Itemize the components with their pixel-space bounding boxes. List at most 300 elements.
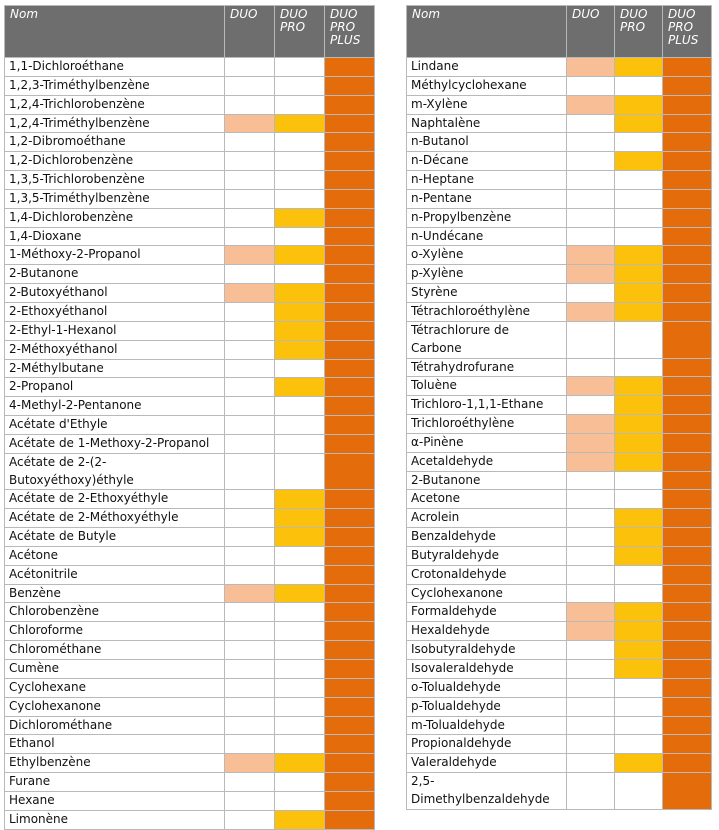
duo-cell <box>567 284 615 303</box>
compound-name <box>407 415 567 434</box>
duo-pro-cell <box>275 565 325 584</box>
duo-cell <box>225 76 275 95</box>
table-row <box>5 660 375 679</box>
duo-cell <box>225 95 275 114</box>
table-row <box>407 415 712 434</box>
compound-name <box>407 377 567 396</box>
compound-name <box>407 490 567 509</box>
compound-name <box>407 641 567 660</box>
table-row <box>5 397 375 416</box>
duo-cell <box>225 641 275 660</box>
duo-pro-plus-cell <box>325 584 375 603</box>
duo-pro-plus-cell <box>663 565 712 584</box>
compound-name-text: n-Undécane <box>411 228 484 243</box>
duo-cell <box>567 152 615 171</box>
compound-name-text: Toluène <box>411 378 457 393</box>
duo-cell <box>567 358 615 377</box>
table-row <box>5 434 375 453</box>
duo-pro-plus-cell <box>663 284 712 303</box>
duo-cell <box>225 378 275 397</box>
compound-name-text: Tétrahydrofurane <box>411 359 515 374</box>
duo-pro-cell <box>615 358 663 377</box>
compound-name <box>407 58 567 77</box>
duo-cell <box>225 453 275 490</box>
compound-name <box>5 565 225 584</box>
duo-cell <box>225 697 275 716</box>
duo-pro-cell <box>275 95 325 114</box>
duo-pro-cell <box>615 678 663 697</box>
compound-name-text: 4-Methyl-2-Pentanone <box>9 398 142 413</box>
duo-pro-cell <box>615 321 663 358</box>
duo-pro-cell <box>275 76 325 95</box>
compound-name <box>5 490 225 509</box>
duo-pro-plus-cell <box>325 716 375 735</box>
duo-pro-plus-cell <box>325 397 375 416</box>
duo-pro-plus-cell <box>325 265 375 284</box>
table-row <box>407 189 712 208</box>
duo-cell <box>567 377 615 396</box>
compound-name-text: 1,2,4-Trichlorobenzène <box>9 96 145 111</box>
duo-pro-cell <box>275 603 325 622</box>
compound-name <box>407 735 567 754</box>
duo-pro-cell <box>275 340 325 359</box>
duo-pro-cell <box>275 622 325 641</box>
compound-name-text: Acétate de Butyle <box>9 529 117 544</box>
compound-name-text: 2-Butanone <box>9 266 79 281</box>
duo-pro-plus-cell <box>325 603 375 622</box>
compound-name <box>5 622 225 641</box>
compound-name <box>5 302 225 321</box>
compound-name <box>407 509 567 528</box>
compound-name-text: Crotonaldehyde <box>411 566 507 581</box>
duo-cell <box>567 565 615 584</box>
compound-name <box>5 208 225 227</box>
duo-pro-cell <box>275 697 325 716</box>
compound-name-text: Furane <box>9 774 51 789</box>
duo-cell <box>225 265 275 284</box>
compound-name-text: 2-Ethyl-1-Hexanol <box>9 322 117 337</box>
table-row <box>407 76 712 95</box>
duo-cell <box>225 565 275 584</box>
table-row <box>5 152 375 171</box>
table-row <box>5 546 375 565</box>
table-row <box>407 246 712 265</box>
duo-cell <box>225 773 275 792</box>
duo-pro-plus-cell <box>325 95 375 114</box>
duo-pro-plus-cell <box>325 340 375 359</box>
table-row <box>5 302 375 321</box>
duo-pro-cell <box>275 810 325 829</box>
compound-name <box>5 434 225 453</box>
duo-pro-cell <box>615 246 663 265</box>
duo-pro-cell <box>615 697 663 716</box>
compound-name <box>5 453 225 490</box>
duo-pro-plus-cell <box>325 378 375 397</box>
duo-pro-plus-cell <box>325 546 375 565</box>
compound-name-text: 1,1-Dichloroéthane <box>9 59 124 73</box>
compound-name-text: Acétate d'Ethyle <box>9 417 108 432</box>
table-row <box>407 58 712 77</box>
duo-pro-cell <box>275 171 325 190</box>
compound-name-text: Acetaldehyde <box>411 453 494 468</box>
duo-pro-cell <box>275 754 325 773</box>
compound-name <box>5 114 225 133</box>
duo-pro-plus-cell <box>663 490 712 509</box>
compound-name <box>5 716 225 735</box>
compound-name-text: 2-Butoxyéthanol <box>9 285 108 300</box>
compound-name-text: 2-Méthylbutane <box>9 360 104 375</box>
compound-name-text: 2-Propanol <box>9 379 74 394</box>
compound-name-text: Cumène <box>9 661 60 675</box>
compound-name-text: α-Pinène <box>411 434 464 449</box>
table-row <box>407 509 712 528</box>
duo-pro-cell <box>615 735 663 754</box>
column-header-duo-pro: DUO PRO <box>615 6 663 58</box>
duo-pro-plus-cell <box>325 416 375 435</box>
duo-pro-plus-cell <box>325 754 375 773</box>
compound-name-text: 1,2,4-Triméthylbenzène <box>9 115 150 130</box>
table-row <box>5 509 375 528</box>
duo-pro-plus-cell <box>663 641 712 660</box>
compound-name <box>5 773 225 792</box>
compound-name-text: 1-Méthoxy-2-Propanol <box>9 247 141 262</box>
compound-name <box>407 565 567 584</box>
duo-pro-plus-cell <box>663 76 712 95</box>
duo-pro-cell <box>275 397 325 416</box>
compound-name <box>5 641 225 660</box>
duo-cell <box>225 660 275 679</box>
compound-name <box>407 716 567 735</box>
table-row <box>407 265 712 284</box>
compound-name <box>5 95 225 114</box>
duo-cell <box>225 546 275 565</box>
duo-pro-plus-cell <box>325 114 375 133</box>
duo-pro-plus-cell <box>663 95 712 114</box>
column-header-name: Nom <box>5 6 225 58</box>
compound-name-text: 1,3,5-Trichlorobenzène <box>9 172 145 187</box>
duo-pro-plus-cell <box>325 697 375 716</box>
duo-pro-plus-cell <box>325 302 375 321</box>
table-row <box>407 433 712 452</box>
duo-pro-plus-cell <box>663 697 712 716</box>
table-row <box>5 791 375 810</box>
table-row <box>5 133 375 152</box>
table-row <box>407 716 712 735</box>
duo-cell <box>225 509 275 528</box>
compound-name-text: 1,3,5-Triméthylbenzène <box>9 190 150 205</box>
duo-pro-cell <box>275 152 325 171</box>
compound-name <box>407 452 567 471</box>
compound-name <box>5 227 225 246</box>
duo-pro-plus-cell <box>325 133 375 152</box>
compound-name-text: Valeraldehyde <box>411 755 497 770</box>
duo-pro-plus-cell <box>663 603 712 622</box>
column-header-duo-pro: DUO PRO <box>275 6 325 58</box>
duo-pro-plus-cell <box>663 622 712 641</box>
duo-cell <box>567 584 615 603</box>
duo-pro-cell <box>615 114 663 133</box>
compound-name-text: o-Xylène <box>411 247 464 262</box>
duo-pro-cell <box>275 528 325 547</box>
duo-pro-cell <box>275 359 325 378</box>
duo-pro-cell <box>275 265 325 284</box>
duo-pro-cell <box>615 152 663 171</box>
table-row <box>407 95 712 114</box>
compound-name <box>407 133 567 152</box>
compound-name-text: Cyclohexanone <box>9 698 101 713</box>
compound-name-text: Acetone <box>411 491 461 506</box>
compound-name-text: n-Heptane <box>411 172 475 187</box>
compound-name <box>407 528 567 547</box>
duo-pro-plus-cell <box>325 660 375 679</box>
table-row <box>5 321 375 340</box>
duo-pro-plus-cell <box>663 433 712 452</box>
compound-name-text: 2-Ethoxyéthanol <box>9 303 108 318</box>
duo-pro-cell <box>615 471 663 490</box>
table-row <box>407 321 712 358</box>
duo-pro-cell <box>615 452 663 471</box>
compound-name <box>407 95 567 114</box>
table-row <box>5 754 375 773</box>
duo-cell <box>567 452 615 471</box>
duo-pro-plus-cell <box>325 359 375 378</box>
duo-pro-plus-cell <box>325 246 375 265</box>
compound-name <box>5 378 225 397</box>
table-row <box>5 58 375 77</box>
compound-name-text: 1,2-Dibromoéthane <box>9 134 126 149</box>
compatibility-table-left <box>4 5 375 830</box>
duo-cell <box>225 754 275 773</box>
duo-pro-cell <box>615 58 663 77</box>
duo-cell <box>225 133 275 152</box>
duo-pro-cell <box>275 227 325 246</box>
duo-cell <box>225 416 275 435</box>
compound-name-text: Tétrachlorure de Carbone <box>411 322 509 355</box>
duo-cell <box>567 697 615 716</box>
duo-pro-cell <box>615 603 663 622</box>
compound-name-text: Hexane <box>9 792 55 807</box>
compound-name-text: Lindane <box>411 59 459 73</box>
duo-pro-plus-cell <box>663 246 712 265</box>
table-header-row <box>5 6 375 58</box>
column-header-duo: DUO <box>567 6 615 58</box>
compound-name-text: n-Butanol <box>411 134 469 149</box>
duo-pro-plus-cell <box>325 509 375 528</box>
duo-pro-plus-cell <box>663 528 712 547</box>
table-row <box>5 697 375 716</box>
compound-name <box>5 340 225 359</box>
compound-name <box>407 284 567 303</box>
compound-name-text: o-Tolualdehyde <box>411 679 501 694</box>
duo-cell <box>225 716 275 735</box>
duo-pro-cell <box>275 378 325 397</box>
duo-cell <box>225 490 275 509</box>
compound-name-text: Isovaleraldehyde <box>411 661 514 675</box>
duo-pro-cell <box>615 302 663 321</box>
compound-name <box>5 509 225 528</box>
column-header-name: Nom <box>407 6 567 58</box>
compound-name <box>407 246 567 265</box>
duo-pro-cell <box>615 76 663 95</box>
compound-name <box>5 58 225 77</box>
duo-cell <box>567 189 615 208</box>
duo-cell <box>225 171 275 190</box>
compound-name <box>5 546 225 565</box>
duo-cell <box>225 735 275 754</box>
compound-name <box>5 660 225 679</box>
table-row <box>5 773 375 792</box>
duo-pro-plus-cell <box>663 678 712 697</box>
compound-name <box>5 321 225 340</box>
compound-name <box>407 584 567 603</box>
table-row <box>5 810 375 829</box>
duo-cell <box>225 227 275 246</box>
table-row <box>5 584 375 603</box>
duo-cell <box>567 660 615 679</box>
duo-pro-plus-cell <box>663 302 712 321</box>
compound-name-text: Acrolein <box>411 510 460 525</box>
compound-name <box>5 133 225 152</box>
duo-pro-cell <box>275 584 325 603</box>
compound-name <box>5 265 225 284</box>
table-row <box>5 189 375 208</box>
duo-pro-cell <box>615 660 663 679</box>
duo-pro-cell <box>615 622 663 641</box>
compound-name-text: Cyclohexane <box>9 679 86 694</box>
duo-cell <box>567 433 615 452</box>
duo-pro-plus-cell <box>663 452 712 471</box>
column-header-duo: DUO <box>225 6 275 58</box>
column-header-duo-pro-plus: DUO PRO PLUS <box>663 6 712 58</box>
compound-name-text: Isobutyraldehyde <box>411 642 516 657</box>
table-row <box>5 603 375 622</box>
duo-pro-cell <box>275 208 325 227</box>
duo-pro-plus-cell <box>325 321 375 340</box>
table-row <box>407 377 712 396</box>
duo-pro-plus-cell <box>663 546 712 565</box>
table-row <box>5 284 375 303</box>
table-row <box>5 265 375 284</box>
table-row <box>5 246 375 265</box>
duo-pro-cell <box>275 246 325 265</box>
compound-name-text: Acétate de 2-Ethoxyéthyle <box>9 491 169 506</box>
duo-cell <box>225 359 275 378</box>
duo-pro-plus-cell <box>325 284 375 303</box>
duo-pro-cell <box>615 171 663 190</box>
duo-cell <box>567 227 615 246</box>
table-row <box>407 152 712 171</box>
duo-pro-cell <box>615 528 663 547</box>
duo-cell <box>567 396 615 415</box>
table-row <box>407 358 712 377</box>
duo-pro-plus-cell <box>325 208 375 227</box>
compound-name <box>407 321 567 358</box>
compound-name-text: n-Pentane <box>411 190 472 205</box>
compound-name <box>407 603 567 622</box>
table-row <box>407 171 712 190</box>
compound-name-text: Benzaldehyde <box>411 529 496 544</box>
duo-pro-cell <box>275 189 325 208</box>
duo-cell <box>567 528 615 547</box>
compound-name <box>5 359 225 378</box>
duo-pro-cell <box>615 227 663 246</box>
table-row <box>5 565 375 584</box>
table-row <box>5 208 375 227</box>
duo-pro-plus-cell <box>325 76 375 95</box>
duo-cell <box>225 321 275 340</box>
duo-pro-plus-cell <box>325 678 375 697</box>
duo-pro-cell <box>615 509 663 528</box>
duo-cell <box>225 189 275 208</box>
duo-pro-cell <box>615 133 663 152</box>
duo-pro-cell <box>275 735 325 754</box>
duo-cell <box>567 114 615 133</box>
compound-name-text: Butyraldehyde <box>411 547 499 562</box>
duo-pro-plus-cell <box>325 528 375 547</box>
compound-name-text: Chlorométhane <box>9 642 102 657</box>
duo-cell <box>225 528 275 547</box>
compound-name-text: n-Propylbenzène <box>411 209 512 224</box>
duo-pro-plus-cell <box>663 377 712 396</box>
table-header-row <box>407 6 712 58</box>
compound-name-text: p-Xylène <box>411 266 464 281</box>
duo-pro-cell <box>275 773 325 792</box>
duo-cell <box>225 603 275 622</box>
duo-pro-plus-cell <box>325 171 375 190</box>
duo-pro-plus-cell <box>325 453 375 490</box>
compound-name <box>407 622 567 641</box>
compound-name-text: Formaldehyde <box>411 604 497 619</box>
duo-pro-cell <box>275 678 325 697</box>
duo-cell <box>225 434 275 453</box>
table-row <box>5 114 375 133</box>
compound-name <box>407 358 567 377</box>
duo-pro-plus-cell <box>325 641 375 660</box>
compound-name-text: Benzène <box>9 585 61 600</box>
duo-cell <box>567 321 615 358</box>
compound-name <box>407 396 567 415</box>
duo-pro-plus-cell <box>663 660 712 679</box>
duo-cell <box>567 95 615 114</box>
duo-pro-plus-cell <box>663 415 712 434</box>
compound-name-text: Ethylbenzène <box>9 755 91 770</box>
table-row <box>5 641 375 660</box>
compound-name <box>5 678 225 697</box>
duo-cell <box>567 754 615 773</box>
compound-name-text: Acétone <box>9 547 59 562</box>
compound-name-text: Chlorobenzène <box>9 604 99 619</box>
compound-name <box>407 76 567 95</box>
duo-cell <box>567 246 615 265</box>
duo-pro-cell <box>275 133 325 152</box>
duo-pro-cell <box>615 189 663 208</box>
table-row <box>407 208 712 227</box>
table-row <box>407 302 712 321</box>
duo-pro-cell <box>275 546 325 565</box>
duo-cell <box>567 603 615 622</box>
duo-cell <box>225 340 275 359</box>
duo-cell <box>225 622 275 641</box>
table-row <box>407 603 712 622</box>
compound-name <box>5 171 225 190</box>
compound-name-text: 2-Méthoxyéthanol <box>9 341 118 356</box>
duo-pro-cell <box>615 490 663 509</box>
compound-name <box>407 227 567 246</box>
table-row <box>407 735 712 754</box>
table-row <box>407 528 712 547</box>
duo-pro-plus-cell <box>663 265 712 284</box>
duo-cell <box>225 208 275 227</box>
